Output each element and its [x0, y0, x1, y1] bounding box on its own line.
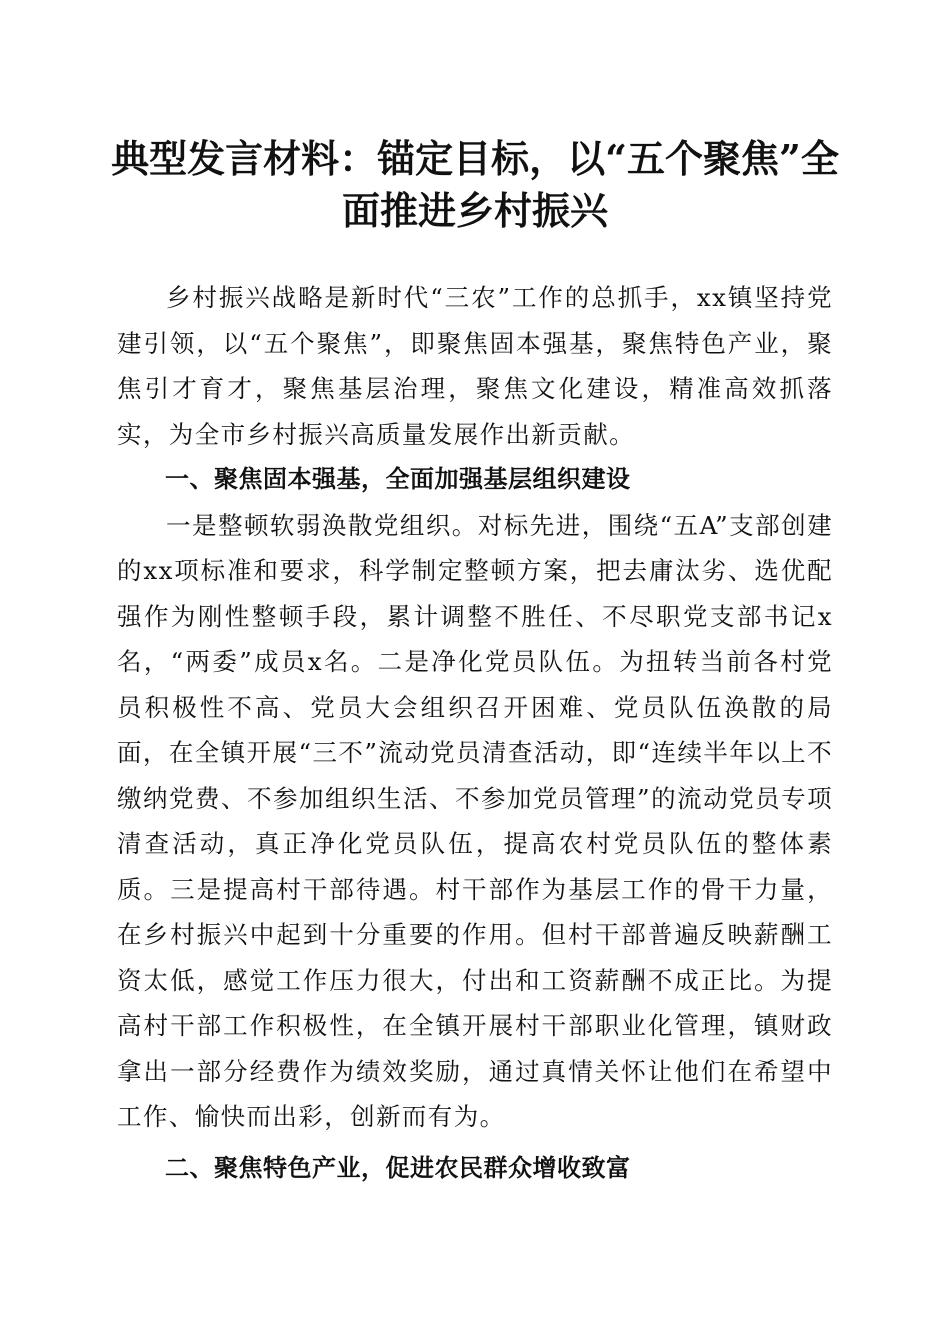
section-2-heading: 二、聚焦特色产业，促进农民群众增收致富 — [165, 1153, 631, 1182]
title-line-1: 典型发言材料：锚定目标，以“五个聚焦”全 — [111, 136, 839, 181]
document-body — [117, 275, 833, 1191]
document-title — [100, 133, 850, 237]
title-line-2: 面推进乡村振兴 — [341, 188, 608, 233]
section-1-paragraph: 一是整顿软弱涣散党组织。对标先进，围绕“五A”支部创建的xx项标准和要求，科学制定整顿方案，把去庸汰劣、选优配强作为刚性整顿手段，累计调整不胜任、不尽职党支部书记x名，“两委”成员x名。二是净化党员队伍。为扭转当前各村党员积极性不高、党员大会组织召开困难、党员队伍涣散的局面，在全镇开展“三不”流动党员清查活动，即“连续半年以上不缴纳党费、不参加组织生活、不参加党员管理”的流动党员专项清查活动，真正净化党员队伍，提高农村党员队伍的整体素质。三是提高村干部待遇。村干部作为基层工作的骨干力量，在乡村振兴中起到十分重要的作用。但村干部普遍反映薪酬工资太低，感觉工作压力很大，付出和工资薪酬不成正比。为提高村干部工作积极性，在全镇开展村干部职业化管理，镇财政拿出一部分经费作为绩效奖励，通过真情关怀让他们在希望中工作、愉快而出彩，创新而有为。 — [117, 510, 833, 1131]
intro-paragraph: 乡村振兴战略是新时代“三农”工作的总抓手，xx镇坚持党建引领，以“五个聚焦”，即聚焦固本强基，聚焦特色产业，聚焦引才育才，聚焦基层治理，聚焦文化建设，精准高效抓落实，为全市乡村振兴高质量发展作出新贡献。 — [117, 283, 833, 449]
section-1-heading: 一、聚焦固本强基，全面加强基层组织建设 — [165, 465, 631, 493]
